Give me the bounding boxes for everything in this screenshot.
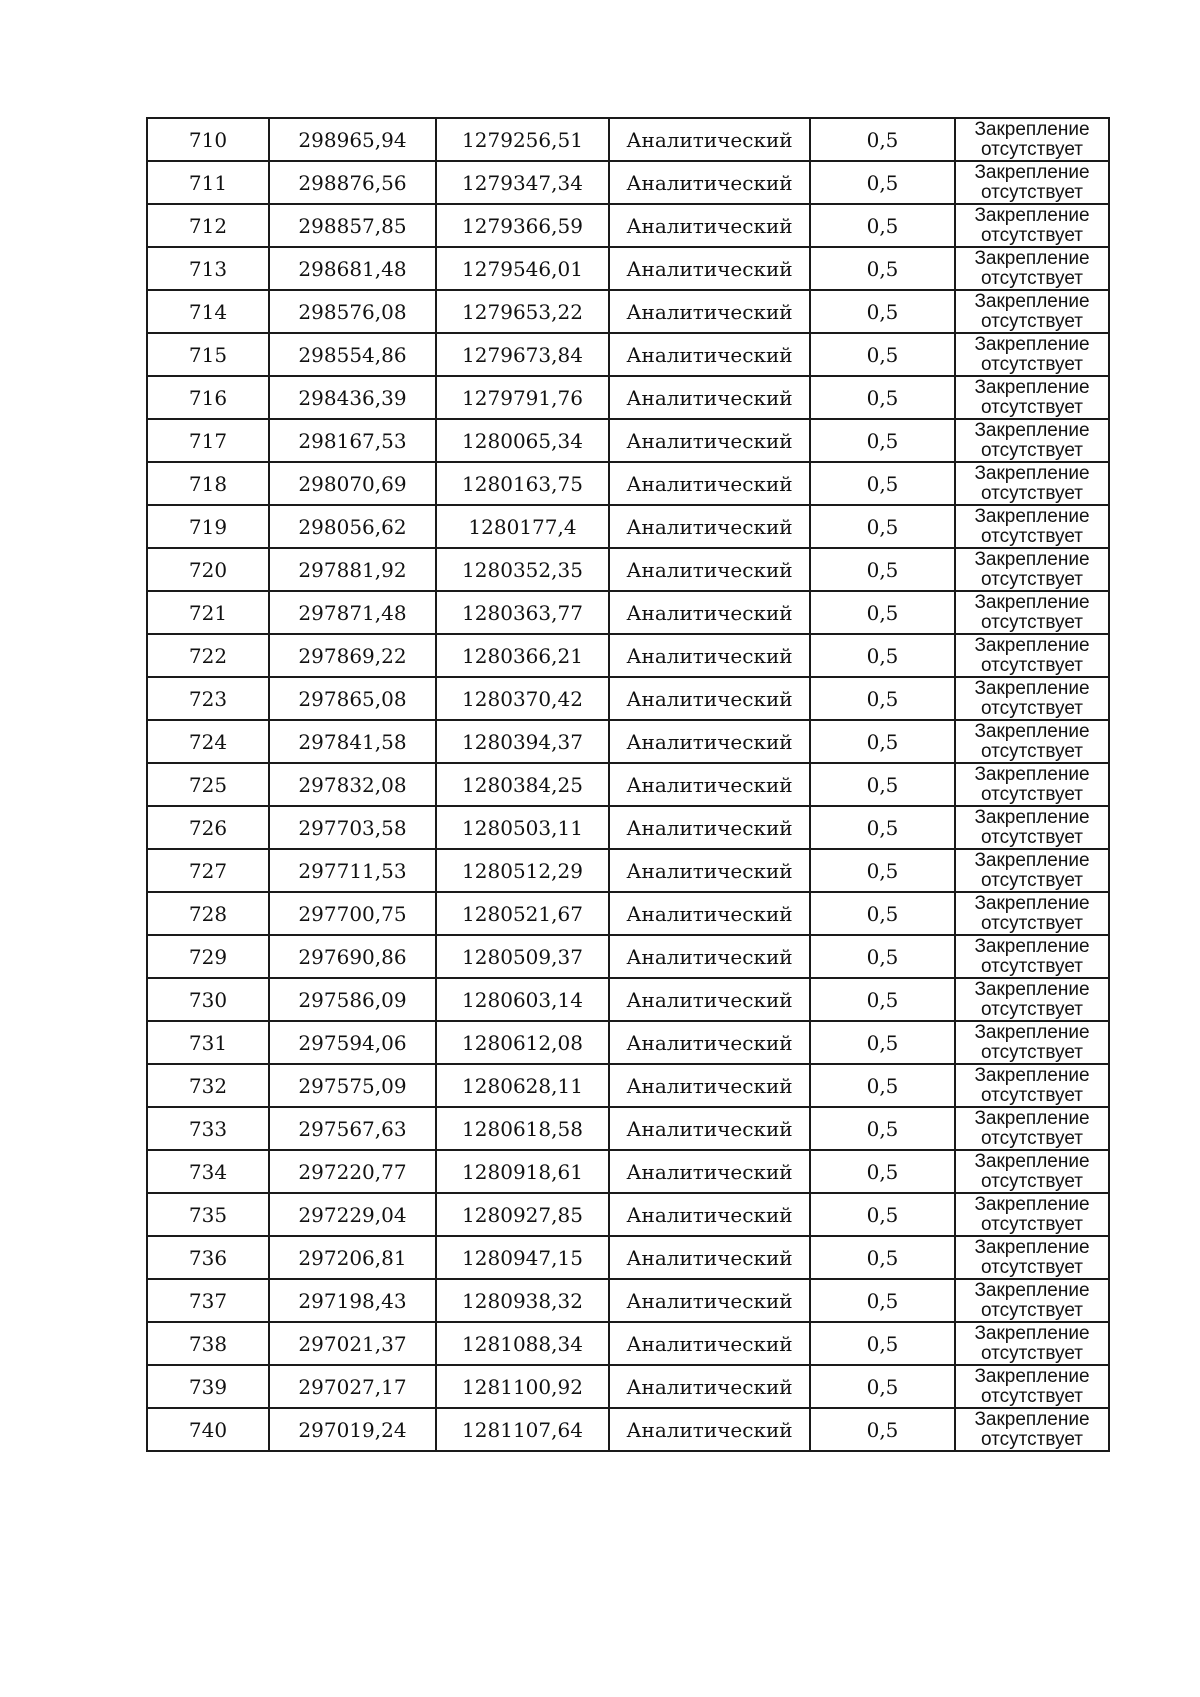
method-cell: Аналитический — [609, 1064, 810, 1107]
method-cell: Аналитический — [609, 161, 810, 204]
fixation-label-line2: отсутствует — [981, 826, 1083, 848]
table-row — [147, 892, 1109, 935]
point-number-cell: 711 — [147, 161, 269, 204]
x-coordinate-cell: 297871,48 — [269, 591, 436, 634]
method-cell: Аналитический — [609, 1279, 810, 1322]
point-number-cell: 714 — [147, 290, 269, 333]
fixation-cell — [955, 806, 1109, 849]
fixation-label-line1: Закрепление — [974, 1107, 1090, 1129]
fixation-label-line2: отсутствует — [981, 1385, 1083, 1407]
method-cell: Аналитический — [609, 333, 810, 376]
table-row — [147, 1150, 1109, 1193]
y-coordinate-cell: 1280065,34 — [436, 419, 609, 462]
point-number-cell: 728 — [147, 892, 269, 935]
table-body — [147, 118, 1109, 1451]
y-coordinate-cell: 1281088,34 — [436, 1322, 609, 1365]
fixation-cell — [955, 118, 1109, 161]
accuracy-cell: 0,5 — [810, 978, 955, 1021]
fixation-cell — [955, 1021, 1109, 1064]
x-coordinate-cell: 297567,63 — [269, 1107, 436, 1150]
table-row — [147, 161, 1109, 204]
y-coordinate-cell: 1280628,11 — [436, 1064, 609, 1107]
x-coordinate-cell: 297019,24 — [269, 1408, 436, 1451]
table-row — [147, 763, 1109, 806]
y-coordinate-cell: 1280521,67 — [436, 892, 609, 935]
table-row — [147, 333, 1109, 376]
fixation-cell — [955, 462, 1109, 505]
point-number-cell: 738 — [147, 1322, 269, 1365]
fixation-cell — [955, 505, 1109, 548]
fixation-cell — [955, 892, 1109, 935]
fixation-label-line1: Закрепление — [974, 118, 1090, 140]
y-coordinate-cell: 1280163,75 — [436, 462, 609, 505]
method-cell: Аналитический — [609, 978, 810, 1021]
table-row — [147, 247, 1109, 290]
point-number-cell: 710 — [147, 118, 269, 161]
x-coordinate-cell: 298965,94 — [269, 118, 436, 161]
table-row — [147, 290, 1109, 333]
y-coordinate-cell: 1279546,01 — [436, 247, 609, 290]
x-coordinate-cell: 297220,77 — [269, 1150, 436, 1193]
point-number-cell: 736 — [147, 1236, 269, 1279]
fixation-cell — [955, 290, 1109, 333]
x-coordinate-cell: 297021,37 — [269, 1322, 436, 1365]
table-row — [147, 1279, 1109, 1322]
x-coordinate-cell: 297711,53 — [269, 849, 436, 892]
y-coordinate-cell: 1280918,61 — [436, 1150, 609, 1193]
x-coordinate-cell: 297586,09 — [269, 978, 436, 1021]
fixation-label-line1: Закрепление — [974, 290, 1090, 312]
method-cell: Аналитический — [609, 1150, 810, 1193]
method-cell: Аналитический — [609, 892, 810, 935]
y-coordinate-cell: 1280394,37 — [436, 720, 609, 763]
y-coordinate-cell: 1279347,34 — [436, 161, 609, 204]
point-number-cell: 724 — [147, 720, 269, 763]
fixation-label-line1: Закрепление — [974, 247, 1090, 269]
fixation-label-line2: отсутствует — [981, 224, 1083, 246]
accuracy-cell: 0,5 — [810, 247, 955, 290]
accuracy-cell: 0,5 — [810, 1021, 955, 1064]
fixation-label-line1: Закрепление — [974, 935, 1090, 957]
accuracy-cell: 0,5 — [810, 892, 955, 935]
table-row — [147, 1408, 1109, 1451]
method-cell: Аналитический — [609, 118, 810, 161]
fixation-label-line2: отсутствует — [981, 783, 1083, 805]
table-row — [147, 978, 1109, 1021]
y-coordinate-cell: 1279256,51 — [436, 118, 609, 161]
fixation-cell — [955, 1408, 1109, 1451]
point-number-cell: 725 — [147, 763, 269, 806]
x-coordinate-cell: 297865,08 — [269, 677, 436, 720]
point-number-cell: 732 — [147, 1064, 269, 1107]
fixation-label-line1: Закрепление — [974, 1322, 1090, 1344]
fixation-cell — [955, 548, 1109, 591]
x-coordinate-cell: 298681,48 — [269, 247, 436, 290]
method-cell: Аналитический — [609, 419, 810, 462]
accuracy-cell: 0,5 — [810, 1064, 955, 1107]
fixation-label-line2: отсутствует — [981, 611, 1083, 633]
fixation-label-line1: Закрепление — [974, 978, 1090, 1000]
fixation-label-line1: Закрепление — [974, 1408, 1090, 1430]
y-coordinate-cell: 1280612,08 — [436, 1021, 609, 1064]
y-coordinate-cell: 1280177,4 — [436, 505, 609, 548]
fixation-label-line2: отсутствует — [981, 568, 1083, 590]
fixation-label-line1: Закрепление — [974, 505, 1090, 527]
fixation-label-line1: Закрепление — [974, 1064, 1090, 1086]
accuracy-cell: 0,5 — [810, 161, 955, 204]
x-coordinate-cell: 298554,86 — [269, 333, 436, 376]
fixation-label-line2: отсутствует — [981, 1041, 1083, 1063]
method-cell: Аналитический — [609, 505, 810, 548]
accuracy-cell: 0,5 — [810, 677, 955, 720]
accuracy-cell: 0,5 — [810, 333, 955, 376]
fixation-label-line1: Закрепление — [974, 677, 1090, 699]
x-coordinate-cell: 298576,08 — [269, 290, 436, 333]
fixation-label-line1: Закрепление — [974, 763, 1090, 785]
fixation-label-line2: отсутствует — [981, 1213, 1083, 1235]
table-row — [147, 1365, 1109, 1408]
fixation-label-line1: Закрепление — [974, 1236, 1090, 1258]
accuracy-cell: 0,5 — [810, 118, 955, 161]
x-coordinate-cell: 297206,81 — [269, 1236, 436, 1279]
fixation-label-line1: Закрепление — [974, 1279, 1090, 1301]
accuracy-cell: 0,5 — [810, 1322, 955, 1365]
fixation-cell — [955, 720, 1109, 763]
y-coordinate-cell: 1279673,84 — [436, 333, 609, 376]
point-number-cell: 722 — [147, 634, 269, 677]
table-row — [147, 118, 1109, 161]
y-coordinate-cell: 1279366,59 — [436, 204, 609, 247]
fixation-label-line1: Закрепление — [974, 204, 1090, 226]
fixation-cell — [955, 376, 1109, 419]
y-coordinate-cell: 1280503,11 — [436, 806, 609, 849]
point-number-cell: 720 — [147, 548, 269, 591]
fixation-label-line1: Закрепление — [974, 1150, 1090, 1172]
fixation-label-line1: Закрепление — [974, 849, 1090, 871]
fixation-label-line2: отсутствует — [981, 1256, 1083, 1278]
fixation-label-line2: отсутствует — [981, 869, 1083, 891]
fixation-label-line1: Закрепление — [974, 419, 1090, 441]
fixation-cell — [955, 1193, 1109, 1236]
fixation-label-line2: отсутствует — [981, 267, 1083, 289]
y-coordinate-cell: 1279653,22 — [436, 290, 609, 333]
fixation-cell — [955, 1064, 1109, 1107]
table-row — [147, 935, 1109, 978]
fixation-label-line1: Закрепление — [974, 591, 1090, 613]
fixation-label-line2: отсутствует — [981, 1342, 1083, 1364]
method-cell: Аналитический — [609, 247, 810, 290]
table-row — [147, 634, 1109, 677]
table-row — [147, 376, 1109, 419]
method-cell: Аналитический — [609, 763, 810, 806]
point-number-cell: 716 — [147, 376, 269, 419]
fixation-label-line1: Закрепление — [974, 720, 1090, 742]
point-number-cell: 733 — [147, 1107, 269, 1150]
fixation-cell — [955, 419, 1109, 462]
y-coordinate-cell: 1281100,92 — [436, 1365, 609, 1408]
accuracy-cell: 0,5 — [810, 1408, 955, 1451]
fixation-label-line1: Закрепление — [974, 333, 1090, 355]
x-coordinate-cell: 297594,06 — [269, 1021, 436, 1064]
point-number-cell: 719 — [147, 505, 269, 548]
y-coordinate-cell: 1280363,77 — [436, 591, 609, 634]
method-cell: Аналитический — [609, 1236, 810, 1279]
method-cell: Аналитический — [609, 849, 810, 892]
x-coordinate-cell: 298070,69 — [269, 462, 436, 505]
point-number-cell: 739 — [147, 1365, 269, 1408]
table-row — [147, 591, 1109, 634]
x-coordinate-cell: 297690,86 — [269, 935, 436, 978]
accuracy-cell: 0,5 — [810, 849, 955, 892]
x-coordinate-cell: 297229,04 — [269, 1193, 436, 1236]
point-number-cell: 735 — [147, 1193, 269, 1236]
fixation-label-line1: Закрепление — [974, 376, 1090, 398]
method-cell: Аналитический — [609, 806, 810, 849]
method-cell: Аналитический — [609, 1193, 810, 1236]
method-cell: Аналитический — [609, 462, 810, 505]
method-cell: Аналитический — [609, 1021, 810, 1064]
fixation-label-line2: отсутствует — [981, 1299, 1083, 1321]
fixation-label-line2: отсутствует — [981, 654, 1083, 676]
x-coordinate-cell: 298876,56 — [269, 161, 436, 204]
fixation-label-line1: Закрепление — [974, 1021, 1090, 1043]
table-row — [147, 1236, 1109, 1279]
fixation-label-line2: отсутствует — [981, 396, 1083, 418]
y-coordinate-cell: 1280366,21 — [436, 634, 609, 677]
y-coordinate-cell: 1279791,76 — [436, 376, 609, 419]
coordinates-table — [146, 117, 1110, 1452]
accuracy-cell: 0,5 — [810, 1279, 955, 1322]
accuracy-cell: 0,5 — [810, 548, 955, 591]
fixation-cell — [955, 763, 1109, 806]
table-row — [147, 806, 1109, 849]
point-number-cell: 731 — [147, 1021, 269, 1064]
point-number-cell: 734 — [147, 1150, 269, 1193]
fixation-cell — [955, 247, 1109, 290]
fixation-label-line1: Закрепление — [974, 892, 1090, 914]
accuracy-cell: 0,5 — [810, 806, 955, 849]
point-number-cell: 712 — [147, 204, 269, 247]
fixation-cell — [955, 634, 1109, 677]
method-cell: Аналитический — [609, 376, 810, 419]
accuracy-cell: 0,5 — [810, 290, 955, 333]
fixation-label-line2: отсутствует — [981, 353, 1083, 375]
x-coordinate-cell: 297869,22 — [269, 634, 436, 677]
accuracy-cell: 0,5 — [810, 1236, 955, 1279]
point-number-cell: 715 — [147, 333, 269, 376]
accuracy-cell: 0,5 — [810, 1150, 955, 1193]
method-cell: Аналитический — [609, 720, 810, 763]
fixation-label-line2: отсутствует — [981, 181, 1083, 203]
accuracy-cell: 0,5 — [810, 462, 955, 505]
accuracy-cell: 0,5 — [810, 419, 955, 462]
table-row — [147, 1064, 1109, 1107]
table-row — [147, 1193, 1109, 1236]
accuracy-cell: 0,5 — [810, 1365, 955, 1408]
fixation-label-line2: отсутствует — [981, 1428, 1083, 1450]
point-number-cell: 729 — [147, 935, 269, 978]
fixation-label-line2: отсутствует — [981, 310, 1083, 332]
x-coordinate-cell: 297198,43 — [269, 1279, 436, 1322]
fixation-cell — [955, 204, 1109, 247]
fixation-cell — [955, 333, 1109, 376]
method-cell: Аналитический — [609, 1408, 810, 1451]
fixation-label-line1: Закрепление — [974, 462, 1090, 484]
accuracy-cell: 0,5 — [810, 204, 955, 247]
table-row — [147, 677, 1109, 720]
x-coordinate-cell: 298436,39 — [269, 376, 436, 419]
fixation-cell — [955, 677, 1109, 720]
table-row — [147, 1322, 1109, 1365]
y-coordinate-cell: 1280618,58 — [436, 1107, 609, 1150]
table-row — [147, 1021, 1109, 1064]
y-coordinate-cell: 1280352,35 — [436, 548, 609, 591]
table-row — [147, 419, 1109, 462]
method-cell: Аналитический — [609, 290, 810, 333]
point-number-cell: 713 — [147, 247, 269, 290]
accuracy-cell: 0,5 — [810, 935, 955, 978]
point-number-cell: 730 — [147, 978, 269, 1021]
x-coordinate-cell: 297832,08 — [269, 763, 436, 806]
y-coordinate-cell: 1280927,85 — [436, 1193, 609, 1236]
x-coordinate-cell: 298167,53 — [269, 419, 436, 462]
fixation-label-line1: Закрепление — [974, 161, 1090, 183]
fixation-cell — [955, 1236, 1109, 1279]
point-number-cell: 726 — [147, 806, 269, 849]
fixation-cell — [955, 161, 1109, 204]
table-row — [147, 1107, 1109, 1150]
fixation-label-line2: отсутствует — [981, 697, 1083, 719]
fixation-cell — [955, 1322, 1109, 1365]
accuracy-cell: 0,5 — [810, 634, 955, 677]
y-coordinate-cell: 1280384,25 — [436, 763, 609, 806]
fixation-cell — [955, 1150, 1109, 1193]
method-cell: Аналитический — [609, 548, 810, 591]
point-number-cell: 723 — [147, 677, 269, 720]
accuracy-cell: 0,5 — [810, 376, 955, 419]
x-coordinate-cell: 297841,58 — [269, 720, 436, 763]
point-number-cell: 718 — [147, 462, 269, 505]
table-row — [147, 462, 1109, 505]
table-row — [147, 548, 1109, 591]
point-number-cell: 727 — [147, 849, 269, 892]
fixation-cell — [955, 1107, 1109, 1150]
point-number-cell: 721 — [147, 591, 269, 634]
fixation-label-line2: отсутствует — [981, 1170, 1083, 1192]
point-number-cell: 737 — [147, 1279, 269, 1322]
y-coordinate-cell: 1280509,37 — [436, 935, 609, 978]
y-coordinate-cell: 1280947,15 — [436, 1236, 609, 1279]
y-coordinate-cell: 1280603,14 — [436, 978, 609, 1021]
method-cell: Аналитический — [609, 935, 810, 978]
y-coordinate-cell: 1281107,64 — [436, 1408, 609, 1451]
fixation-cell — [955, 978, 1109, 1021]
accuracy-cell: 0,5 — [810, 763, 955, 806]
fixation-cell — [955, 849, 1109, 892]
x-coordinate-cell: 297575,09 — [269, 1064, 436, 1107]
x-coordinate-cell: 298056,62 — [269, 505, 436, 548]
method-cell: Аналитический — [609, 677, 810, 720]
method-cell: Аналитический — [609, 1322, 810, 1365]
y-coordinate-cell: 1280370,42 — [436, 677, 609, 720]
y-coordinate-cell: 1280938,32 — [436, 1279, 609, 1322]
fixation-label-line2: отсутствует — [981, 740, 1083, 762]
method-cell: Аналитический — [609, 634, 810, 677]
table-row — [147, 849, 1109, 892]
fixation-label-line2: отсутствует — [981, 1084, 1083, 1106]
fixation-label-line2: отсутствует — [981, 1127, 1083, 1149]
y-coordinate-cell: 1280512,29 — [436, 849, 609, 892]
x-coordinate-cell: 297881,92 — [269, 548, 436, 591]
accuracy-cell: 0,5 — [810, 591, 955, 634]
fixation-label-line1: Закрепление — [974, 548, 1090, 570]
x-coordinate-cell: 298857,85 — [269, 204, 436, 247]
fixation-cell — [955, 1365, 1109, 1408]
fixation-label-line2: отсутствует — [981, 912, 1083, 934]
fixation-label-line2: отсутствует — [981, 439, 1083, 461]
x-coordinate-cell: 297700,75 — [269, 892, 436, 935]
table-row — [147, 505, 1109, 548]
fixation-label-line1: Закрепление — [974, 634, 1090, 656]
accuracy-cell: 0,5 — [810, 505, 955, 548]
fixation-label-line2: отсутствует — [981, 955, 1083, 977]
method-cell: Аналитический — [609, 1107, 810, 1150]
fixation-label-line2: отсутствует — [981, 525, 1083, 547]
method-cell: Аналитический — [609, 591, 810, 634]
x-coordinate-cell: 297703,58 — [269, 806, 436, 849]
fixation-label-line2: отсутствует — [981, 998, 1083, 1020]
fixation-label-line2: отсутствует — [981, 482, 1083, 504]
point-number-cell: 740 — [147, 1408, 269, 1451]
table-row — [147, 204, 1109, 247]
x-coordinate-cell: 297027,17 — [269, 1365, 436, 1408]
fixation-label-line1: Закрепление — [974, 806, 1090, 828]
fixation-cell — [955, 591, 1109, 634]
method-cell: Аналитический — [609, 1365, 810, 1408]
table-row — [147, 720, 1109, 763]
accuracy-cell: 0,5 — [810, 720, 955, 763]
fixation-label-line1: Закрепление — [974, 1365, 1090, 1387]
fixation-cell — [955, 1279, 1109, 1322]
fixation-label-line1: Закрепление — [974, 1193, 1090, 1215]
fixation-cell — [955, 935, 1109, 978]
method-cell: Аналитический — [609, 204, 810, 247]
point-number-cell: 717 — [147, 419, 269, 462]
accuracy-cell: 0,5 — [810, 1107, 955, 1150]
fixation-label-line2: отсутствует — [981, 138, 1083, 160]
accuracy-cell: 0,5 — [810, 1193, 955, 1236]
